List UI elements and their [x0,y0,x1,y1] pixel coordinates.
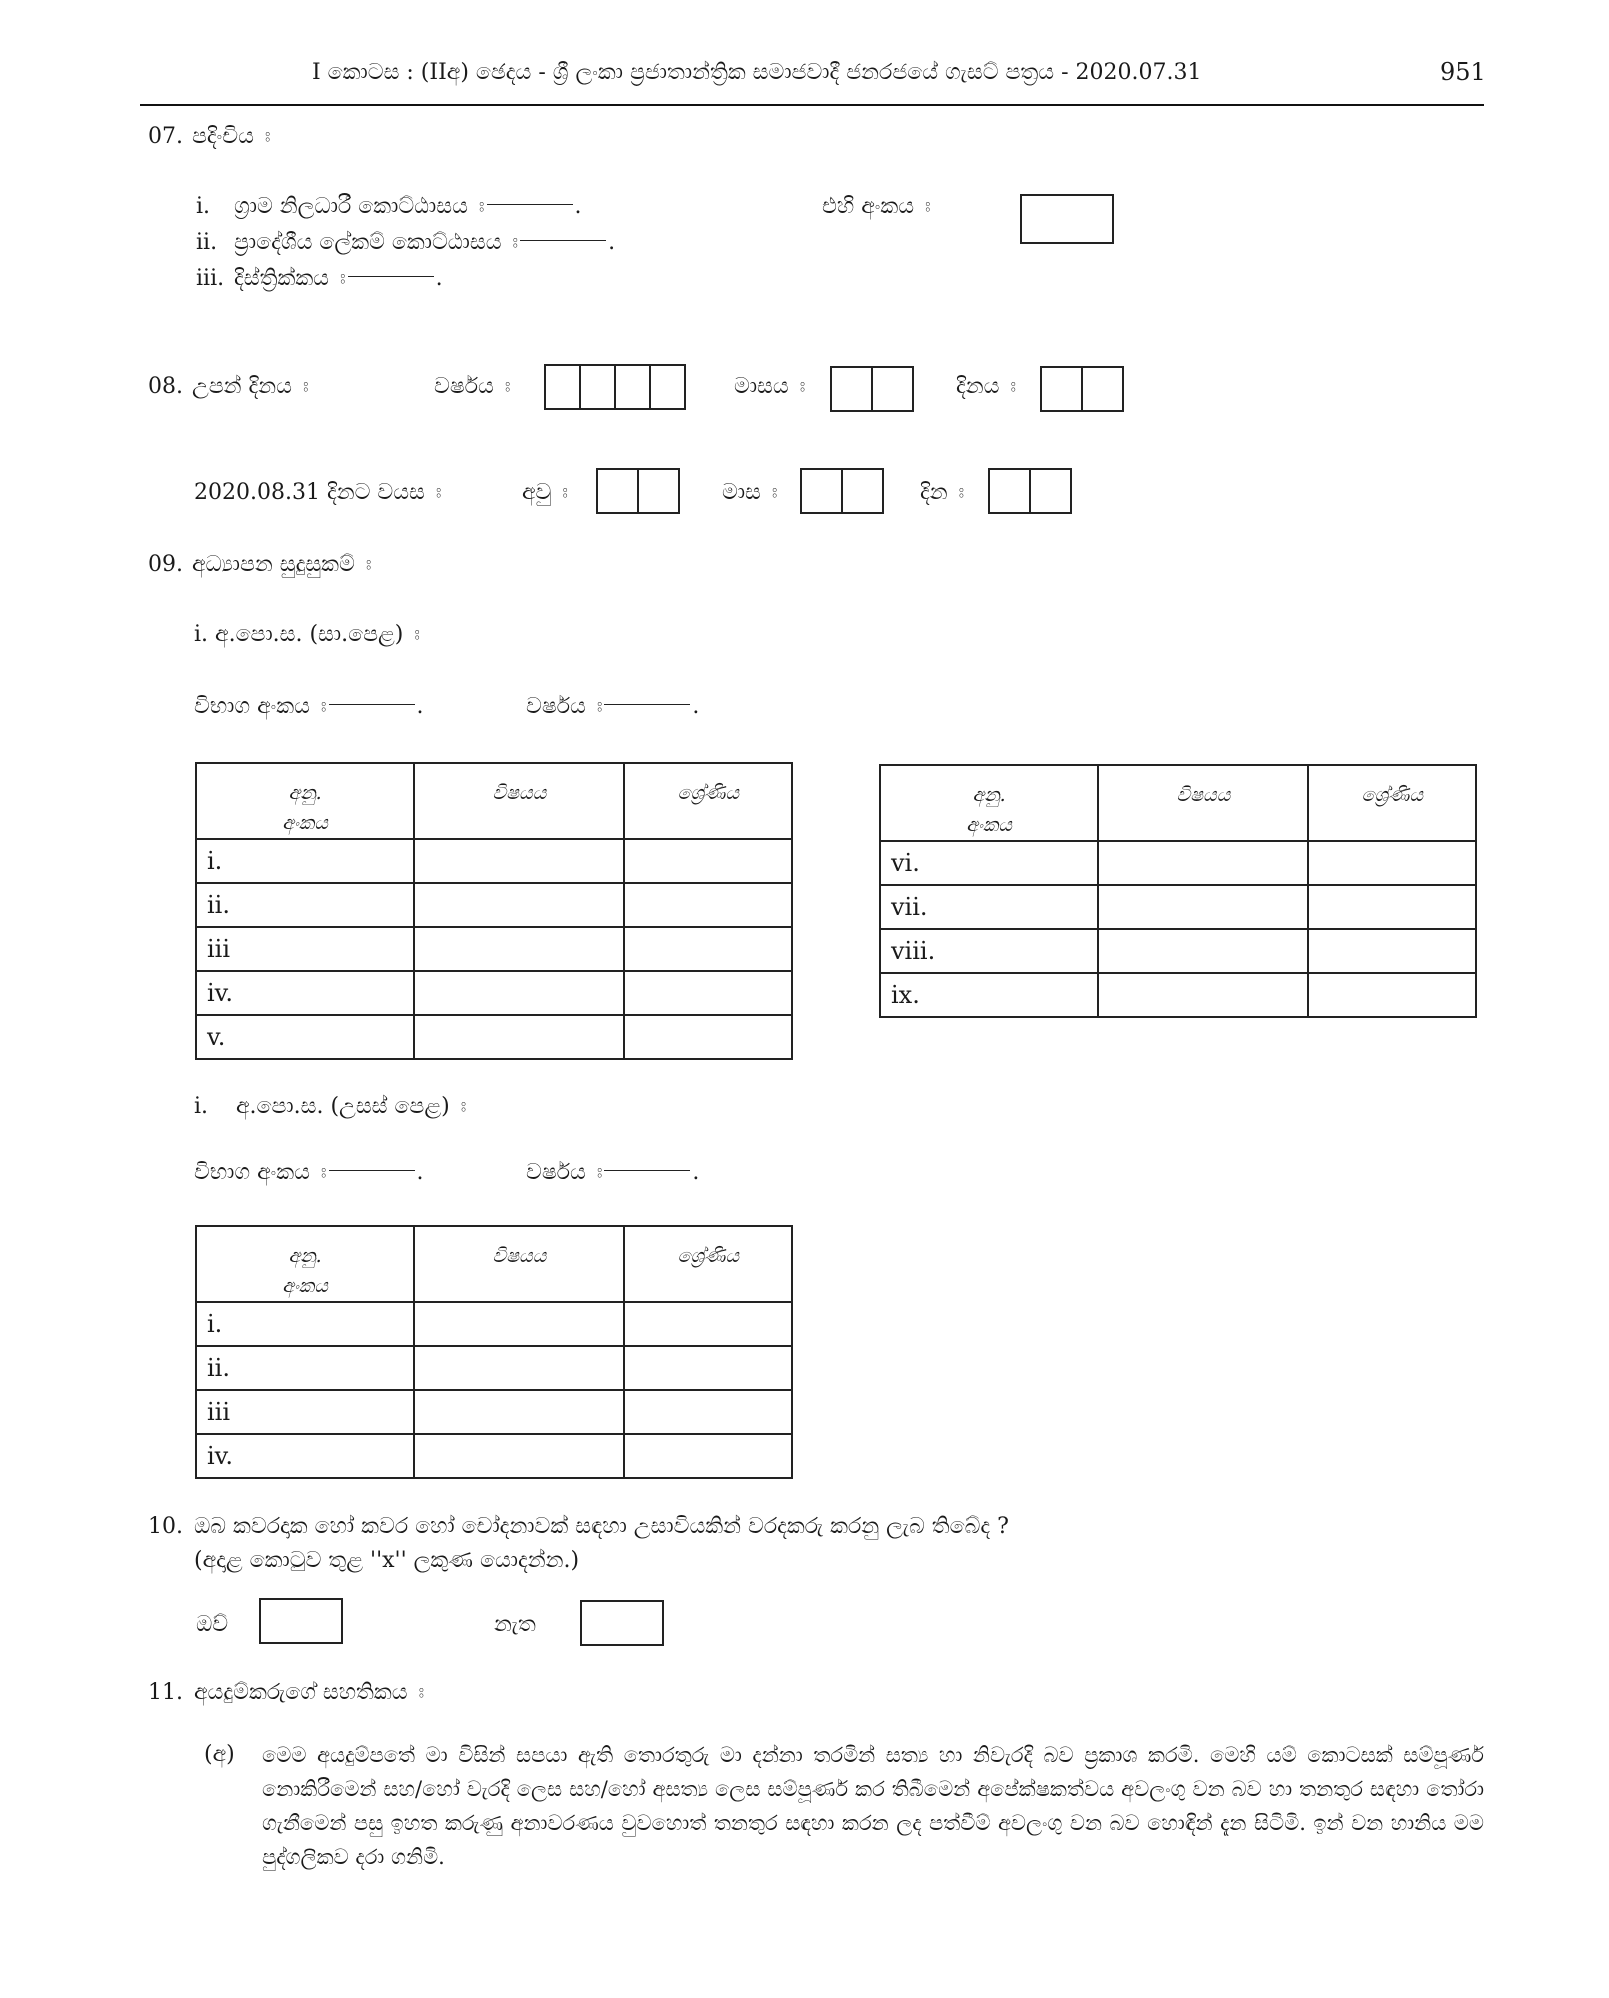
q09-ol-index-label: විභාග අංකය ඃ [194,694,327,719]
q09-ol-year-row [526,694,699,719]
row-serial: vi. [880,841,1098,885]
subject-cell[interactable] [414,839,624,883]
table-row [196,927,792,971]
q11-declaration-paragraph: මෙම අයදුම්පතේ මා විසින් සපයා ඇති තොරතුරු මා දන්නා තරමින් සත්‍ය හා නිවැරදි බව ප්‍රකාශ කරමි. මෙහි යම් කොටසක් සම්පූර්ණ නොකිරීමෙන් සහ/හෝ වැරදි ලෙස සහ/හෝ අසත්‍ය ලෙස සම්පූර්ණ කර තිබීමෙන් අපේක්ෂකත්වය අවලංගු වන බව හා තනතුර සඳහා තෝරා ගැනීමෙන් පසු ඉහත කරුණු අනාවරණය වුවහොත් තනතුර සඳහා කරන ලද පත්වීම් අවලංගු වන බව හොඳින් දැන සිටිමි. ඉන් වන හානිය මම පුද්ගලිකව දරා ගනිමි. [262,1743,1484,1869]
row-serial: viii. [880,929,1098,973]
q07-item-3-end: . [435,266,443,291]
q07-number: 07. [148,124,183,149]
q11-label: අයදුම්කරුගේ සහතිකය ඃ [194,1680,425,1705]
q07-number-label: එහි අංකය ඃ [822,194,931,219]
q09-al-year-fill-line[interactable] [604,1170,690,1171]
q07-item-3-label: දිස්ත්‍රික්කය ඃ [234,266,346,291]
row-serial: v. [196,1015,414,1059]
q08-months-label: මාස ඃ [722,480,778,505]
grade-header: ශ්‍රේණිය [1308,765,1476,841]
row-serial: iv. [196,1434,414,1478]
q09-al-year-row [526,1160,699,1185]
subject-cell[interactable] [414,1390,624,1434]
year-digit-box[interactable] [651,366,684,408]
q10-number: 10. [148,1514,183,1539]
q10-question: ඔබ කවරදාක හෝ කවර හෝ චෝදනාවක් සඳහා උසාවියකින් වරදකරු කරනු ලැබ තිබේද ? [194,1514,1009,1539]
table-row [196,1015,792,1059]
age-years-digit-box[interactable] [639,470,678,512]
grade-cell[interactable] [624,839,792,883]
q09-al-index-row [194,1160,424,1185]
q09-ol-year-label: වර්ෂය ඃ [526,694,603,719]
grade-cell[interactable] [624,1346,792,1390]
subject-cell[interactable] [414,883,624,927]
grade-cell[interactable] [1308,885,1476,929]
subject-cell[interactable] [414,1434,624,1478]
al-results-table [195,1225,793,1479]
q07-item-2-roman: ii. [196,230,218,255]
table-row [880,841,1476,885]
grade-cell[interactable] [624,1302,792,1346]
q10-no-checkbox[interactable] [580,1600,664,1646]
q07-item-3 [196,266,443,291]
q10-instruction: (අදාළ කොටුව තුළ ''x'' ලකුණ යොදන්න.) [194,1548,580,1573]
q11-para-marker: (අ) [204,1742,235,1767]
q08-month-label: මාසය ඃ [734,374,806,399]
table-row [196,1434,792,1478]
year-digit-box[interactable] [616,366,651,408]
q08-month-boxes[interactable] [830,366,914,412]
q09-ol-title: i. අ.පො.ස. (සා.පෙළ) ඃ [194,622,420,647]
table-row [196,1346,792,1390]
row-serial: iii [196,927,414,971]
grade-cell[interactable] [624,927,792,971]
table-row [196,1302,792,1346]
q11-number: 11. [148,1680,183,1705]
subject-cell[interactable] [414,927,624,971]
q09-al-index-fill-line[interactable] [329,1170,415,1171]
serial-header: අනු. අංකය [880,765,1098,841]
q09-al-index-end: . [416,1160,424,1185]
grade-cell[interactable] [624,883,792,927]
row-serial: vii. [880,885,1098,929]
age-years-digit-box[interactable] [598,470,639,512]
q07-item-2-fill-line[interactable] [520,240,606,241]
q08-years-label: අවු ඃ [522,480,568,505]
grade-cell[interactable] [1308,973,1476,1017]
q09-number: 09. [148,552,183,577]
q07-item-2-end: . [608,230,616,255]
table-row [196,971,792,1015]
q07-item-2 [196,230,615,255]
q08-age-days-boxes[interactable] [988,468,1072,514]
q08-days-label: දින ඃ [920,480,965,505]
grade-cell[interactable] [624,971,792,1015]
q07-label: පදිංචිය ඃ [192,124,271,149]
q07-item-1-roman: i. [196,194,211,219]
q07-item-1-fill-line[interactable] [487,204,573,205]
row-serial: ix. [880,973,1098,1017]
q08-year-boxes[interactable] [544,364,686,410]
q09-al-title: අ.පො.ස. (උසස් පෙළ) ඃ [236,1094,467,1119]
ol-results-table-right [879,764,1477,1018]
q09-al-title-row [194,1094,466,1119]
grade-cell[interactable] [624,1390,792,1434]
q09-label: අධ්‍යාපන සුදුසුකම් ඃ [192,552,372,577]
q07-item-3-roman: iii. [196,266,225,291]
q07-item-1-label: ග්‍රාම නිලධාරී කොට්ඨාසය ඃ [234,194,485,219]
q09-ol-index-end: . [416,694,424,719]
q09-ol-year-fill-line[interactable] [604,704,690,705]
subject-cell[interactable] [414,1346,624,1390]
age-months-digit-box[interactable] [843,470,882,512]
q08-number: 08. [148,374,183,399]
subject-header: විෂයය [1098,765,1308,841]
row-serial: ii. [196,1346,414,1390]
year-digit-box[interactable] [581,366,616,408]
q09-ol-year-end: . [692,694,700,719]
table-row [880,885,1476,929]
subject-header: විෂයය [414,1226,624,1302]
grade-cell[interactable] [1308,841,1476,885]
page-number: 951 [1440,58,1486,86]
grade-cell[interactable] [624,1015,792,1059]
q08-day-label: දිනය ඃ [956,374,1017,399]
subject-cell[interactable] [1098,841,1308,885]
q10-yes-checkbox[interactable] [259,1598,343,1644]
q08-age-months-boxes[interactable] [800,468,884,514]
day-digit-box[interactable] [1083,368,1122,410]
table-row [196,839,792,883]
q08-label: උපන් දිනය ඃ [192,374,309,399]
grade-cell[interactable] [624,1434,792,1478]
q07-number-box[interactable] [1020,194,1114,244]
table-row [880,929,1476,973]
subject-cell[interactable] [1098,973,1308,1017]
subject-cell[interactable] [1098,885,1308,929]
q08-day-boxes[interactable] [1040,366,1124,412]
header-rule [140,104,1484,106]
q08-age-years-boxes[interactable] [596,468,680,514]
subject-header: විෂයය [414,763,624,839]
q09-ol-index-fill-line[interactable] [329,704,415,705]
age-days-digit-box[interactable] [1031,470,1070,512]
q07-item-1-end: . [574,194,582,219]
age-days-digit-box[interactable] [990,470,1031,512]
ol-results-table-left [195,762,793,1060]
grade-cell[interactable] [1308,929,1476,973]
serial-header: අනු. අංකය [196,763,414,839]
subject-cell[interactable] [414,1015,624,1059]
table-row [196,883,792,927]
row-serial: i. [196,1302,414,1346]
serial-header: අනු. අංකය [196,1226,414,1302]
subject-cell[interactable] [414,1302,624,1346]
q07-item-2-label: ප්‍රාදේශීය ලේකම් කොට්ඨාසය ඃ [234,230,519,255]
grade-header: ශ්‍රේණිය [624,763,792,839]
q08-age-label: 2020.08.31 දිනට වයස ඃ [194,480,442,505]
q08-year-label: වර්ෂය ඃ [434,374,511,399]
age-months-digit-box[interactable] [802,470,843,512]
q09-al-roman: i. [194,1094,209,1119]
q10-no-label: නැත [494,1612,536,1637]
table-row [196,1390,792,1434]
month-digit-box[interactable] [873,368,912,410]
row-serial: ii. [196,883,414,927]
subject-cell[interactable] [414,971,624,1015]
q09-al-index-label: විභාග අංකය ඃ [194,1160,327,1185]
row-serial: iii [196,1390,414,1434]
q07-item-1 [196,194,582,219]
year-digit-box[interactable] [546,366,581,408]
row-serial: iv. [196,971,414,1015]
gazette-header-title: I කොටස : (IIඅ) ඡෙදය - ශ්‍රී ලංකා ප්‍රජාතාන්ත්‍රික සමාජවාදී ජනරජයේ ගැසට් පත්‍රය - 2020.07.31 [312,60,1202,85]
q10-yes-label: ඔව් [196,1612,229,1637]
q09-al-year-end: . [692,1160,700,1185]
month-digit-box[interactable] [832,368,873,410]
q07-item-3-fill-line[interactable] [348,276,434,277]
q09-al-year-label: වර්ෂය ඃ [526,1160,603,1185]
day-digit-box[interactable] [1042,368,1083,410]
table-row [880,973,1476,1017]
row-serial: i. [196,839,414,883]
q09-ol-index-row [194,694,424,719]
subject-cell[interactable] [1098,929,1308,973]
grade-header: ශ්‍රේණිය [624,1226,792,1302]
